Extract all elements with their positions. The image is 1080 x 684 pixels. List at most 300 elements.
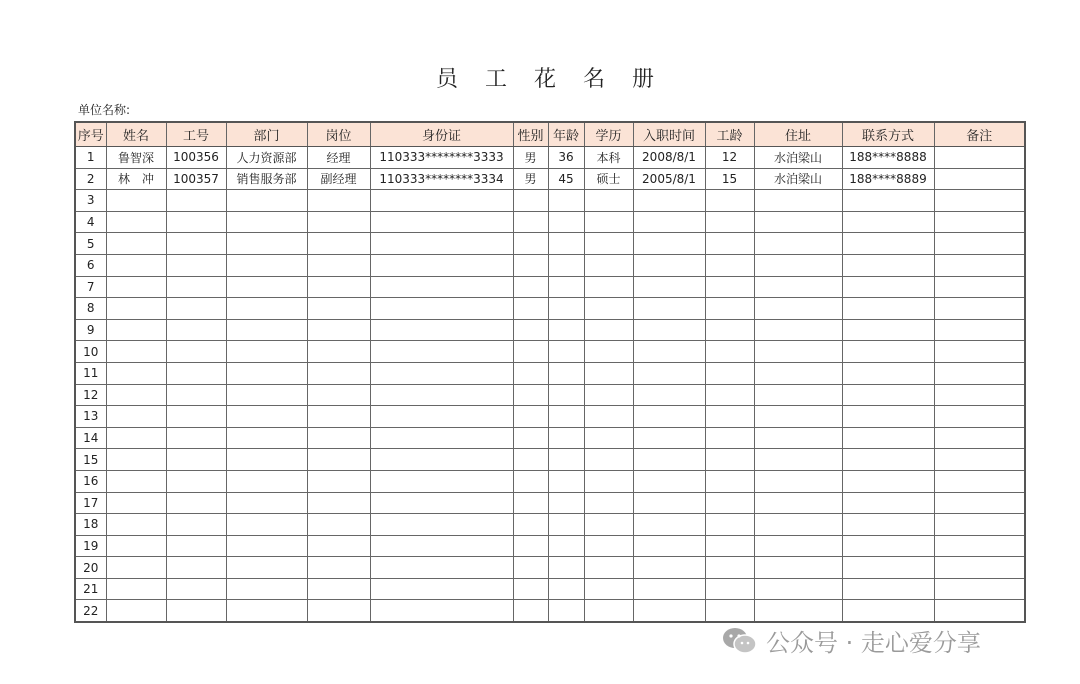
table-cell[interactable] [934, 514, 1025, 536]
table-cell[interactable] [633, 362, 705, 384]
table-cell[interactable] [307, 384, 370, 406]
table-cell[interactable] [705, 211, 754, 233]
table-cell[interactable] [584, 319, 633, 341]
table-cell[interactable] [513, 362, 548, 384]
table-cell[interactable] [754, 535, 842, 557]
table-cell[interactable] [633, 557, 705, 579]
row-index-cell[interactable]: 15 [75, 449, 106, 471]
table-cell[interactable] [106, 233, 166, 255]
table-cell[interactable] [106, 362, 166, 384]
table-cell[interactable] [307, 578, 370, 600]
table-cell[interactable] [166, 362, 226, 384]
table-cell[interactable] [705, 298, 754, 320]
row-index-cell[interactable]: 21 [75, 578, 106, 600]
row-index-cell[interactable]: 6 [75, 254, 106, 276]
table-cell[interactable] [307, 514, 370, 536]
table-cell[interactable] [307, 362, 370, 384]
table-cell[interactable] [934, 578, 1025, 600]
table-cell[interactable] [513, 254, 548, 276]
table-cell[interactable]: 男 [513, 168, 548, 190]
table-cell[interactable] [513, 298, 548, 320]
table-cell[interactable] [513, 449, 548, 471]
table-cell[interactable] [106, 514, 166, 536]
table-cell[interactable] [842, 341, 934, 363]
table-cell[interactable]: 15 [705, 168, 754, 190]
row-index-cell[interactable]: 3 [75, 190, 106, 212]
table-cell[interactable] [166, 449, 226, 471]
table-cell[interactable] [705, 600, 754, 622]
table-cell[interactable] [106, 276, 166, 298]
table-cell[interactable] [513, 384, 548, 406]
table-cell[interactable] [754, 600, 842, 622]
table-cell[interactable] [633, 319, 705, 341]
row-index-cell[interactable]: 5 [75, 233, 106, 255]
table-cell[interactable] [934, 427, 1025, 449]
table-cell[interactable] [166, 254, 226, 276]
table-cell[interactable] [106, 535, 166, 557]
table-cell[interactable] [513, 276, 548, 298]
table-cell[interactable] [307, 254, 370, 276]
table-cell[interactable] [934, 492, 1025, 514]
row-index-cell[interactable]: 20 [75, 557, 106, 579]
row-index-cell[interactable]: 10 [75, 341, 106, 363]
table-cell[interactable] [584, 254, 633, 276]
table-cell[interactable] [548, 254, 584, 276]
table-cell[interactable] [842, 427, 934, 449]
table-cell[interactable] [370, 535, 513, 557]
table-cell[interactable] [705, 341, 754, 363]
table-cell[interactable] [754, 298, 842, 320]
table-cell[interactable] [166, 384, 226, 406]
table-cell[interactable]: 188****8889 [842, 168, 934, 190]
table-cell[interactable]: 100357 [166, 168, 226, 190]
table-cell[interactable] [754, 341, 842, 363]
table-cell[interactable]: 12 [705, 147, 754, 169]
table-cell[interactable] [754, 276, 842, 298]
table-cell[interactable] [705, 406, 754, 428]
table-cell[interactable] [548, 557, 584, 579]
table-cell[interactable] [370, 557, 513, 579]
row-index-cell[interactable]: 13 [75, 406, 106, 428]
table-cell[interactable] [705, 362, 754, 384]
table-cell[interactable] [548, 276, 584, 298]
table-cell[interactable] [584, 427, 633, 449]
table-cell[interactable] [370, 578, 513, 600]
table-cell[interactable] [166, 341, 226, 363]
table-cell[interactable] [633, 535, 705, 557]
table-cell[interactable] [754, 492, 842, 514]
table-cell[interactable] [584, 211, 633, 233]
table-cell[interactable] [584, 298, 633, 320]
table-cell[interactable] [106, 254, 166, 276]
table-cell[interactable] [842, 514, 934, 536]
table-cell[interactable] [705, 535, 754, 557]
row-index-cell[interactable]: 14 [75, 427, 106, 449]
table-cell[interactable] [166, 427, 226, 449]
table-cell[interactable] [842, 600, 934, 622]
table-cell[interactable] [934, 168, 1025, 190]
table-cell[interactable] [307, 211, 370, 233]
table-cell[interactable] [934, 233, 1025, 255]
table-cell[interactable] [166, 557, 226, 579]
table-cell[interactable] [633, 470, 705, 492]
table-cell[interactable] [633, 449, 705, 471]
table-cell[interactable] [633, 233, 705, 255]
table-cell[interactable] [307, 449, 370, 471]
table-cell[interactable] [370, 298, 513, 320]
table-cell[interactable] [307, 535, 370, 557]
table-cell[interactable] [633, 427, 705, 449]
table-cell[interactable] [934, 211, 1025, 233]
table-cell[interactable] [307, 406, 370, 428]
table-cell[interactable] [584, 276, 633, 298]
table-cell[interactable] [226, 535, 307, 557]
table-cell[interactable] [370, 470, 513, 492]
table-cell[interactable] [106, 406, 166, 428]
table-cell[interactable]: 188****8888 [842, 147, 934, 169]
table-cell[interactable] [226, 319, 307, 341]
table-cell[interactable] [934, 557, 1025, 579]
table-cell[interactable] [754, 362, 842, 384]
table-cell[interactable] [166, 492, 226, 514]
table-cell[interactable] [307, 233, 370, 255]
table-cell[interactable] [226, 254, 307, 276]
table-cell[interactable] [370, 190, 513, 212]
table-cell[interactable] [106, 427, 166, 449]
table-cell[interactable]: 水泊梁山 [754, 147, 842, 169]
table-cell[interactable] [106, 492, 166, 514]
table-cell[interactable] [166, 276, 226, 298]
table-cell[interactable] [842, 254, 934, 276]
table-cell[interactable] [548, 190, 584, 212]
table-cell[interactable] [513, 492, 548, 514]
table-cell[interactable] [106, 578, 166, 600]
table-cell[interactable] [584, 449, 633, 471]
row-index-cell[interactable]: 11 [75, 362, 106, 384]
table-cell[interactable] [934, 254, 1025, 276]
table-cell[interactable] [226, 557, 307, 579]
table-cell[interactable]: 110333********3333 [370, 147, 513, 169]
table-cell[interactable] [584, 492, 633, 514]
table-cell[interactable] [842, 492, 934, 514]
table-cell[interactable] [705, 470, 754, 492]
table-cell[interactable] [106, 449, 166, 471]
table-cell[interactable] [226, 341, 307, 363]
table-cell[interactable] [548, 341, 584, 363]
table-cell[interactable] [548, 535, 584, 557]
table-cell[interactable]: 110333********3334 [370, 168, 513, 190]
row-index-cell[interactable]: 2 [75, 168, 106, 190]
table-cell[interactable] [842, 384, 934, 406]
table-cell[interactable] [842, 319, 934, 341]
table-cell[interactable]: 本科 [584, 147, 633, 169]
table-cell[interactable] [226, 211, 307, 233]
table-cell[interactable] [226, 384, 307, 406]
table-cell[interactable] [166, 233, 226, 255]
table-cell[interactable] [226, 449, 307, 471]
table-cell[interactable] [513, 514, 548, 536]
table-cell[interactable] [513, 319, 548, 341]
table-cell[interactable] [633, 600, 705, 622]
table-cell[interactable] [226, 470, 307, 492]
table-cell[interactable] [754, 319, 842, 341]
table-cell[interactable] [226, 406, 307, 428]
table-cell[interactable] [934, 298, 1025, 320]
table-cell[interactable] [705, 557, 754, 579]
table-cell[interactable] [842, 298, 934, 320]
table-cell[interactable] [705, 578, 754, 600]
table-cell[interactable] [166, 298, 226, 320]
table-cell[interactable] [226, 600, 307, 622]
table-cell[interactable] [842, 578, 934, 600]
table-cell[interactable] [370, 341, 513, 363]
table-cell[interactable] [370, 427, 513, 449]
table-cell[interactable] [513, 406, 548, 428]
table-cell[interactable] [548, 211, 584, 233]
table-cell[interactable] [754, 406, 842, 428]
table-cell[interactable] [548, 578, 584, 600]
row-index-cell[interactable]: 17 [75, 492, 106, 514]
table-cell[interactable] [513, 427, 548, 449]
table-cell[interactable] [513, 578, 548, 600]
table-cell[interactable] [226, 362, 307, 384]
table-cell[interactable] [548, 514, 584, 536]
table-cell[interactable] [584, 362, 633, 384]
table-cell[interactable] [307, 600, 370, 622]
table-cell[interactable] [754, 470, 842, 492]
table-cell[interactable] [633, 276, 705, 298]
row-index-cell[interactable]: 1 [75, 147, 106, 169]
table-cell[interactable] [584, 233, 633, 255]
table-cell[interactable] [106, 211, 166, 233]
table-cell[interactable] [934, 362, 1025, 384]
table-cell[interactable]: 100356 [166, 147, 226, 169]
table-cell[interactable] [548, 362, 584, 384]
table-cell[interactable]: 水泊梁山 [754, 168, 842, 190]
table-cell[interactable] [513, 557, 548, 579]
table-cell[interactable]: 副经理 [307, 168, 370, 190]
table-cell[interactable] [633, 190, 705, 212]
row-index-cell[interactable]: 8 [75, 298, 106, 320]
table-cell[interactable] [370, 384, 513, 406]
table-cell[interactable] [548, 233, 584, 255]
table-cell[interactable] [633, 384, 705, 406]
table-cell[interactable] [106, 341, 166, 363]
table-cell[interactable] [934, 190, 1025, 212]
row-index-cell[interactable]: 16 [75, 470, 106, 492]
table-cell[interactable] [307, 276, 370, 298]
row-index-cell[interactable]: 7 [75, 276, 106, 298]
table-cell[interactable] [106, 384, 166, 406]
table-cell[interactable] [842, 470, 934, 492]
table-cell[interactable] [705, 427, 754, 449]
table-cell[interactable] [307, 427, 370, 449]
table-cell[interactable] [754, 514, 842, 536]
table-cell[interactable] [934, 406, 1025, 428]
table-cell[interactable] [513, 341, 548, 363]
table-cell[interactable] [370, 406, 513, 428]
table-cell[interactable] [370, 600, 513, 622]
table-cell[interactable] [370, 276, 513, 298]
table-cell[interactable]: 经理 [307, 147, 370, 169]
row-index-cell[interactable]: 22 [75, 600, 106, 622]
table-cell[interactable] [513, 600, 548, 622]
table-cell[interactable] [307, 341, 370, 363]
table-cell[interactable] [548, 600, 584, 622]
table-cell[interactable] [307, 557, 370, 579]
table-cell[interactable] [705, 276, 754, 298]
table-cell[interactable] [166, 211, 226, 233]
table-cell[interactable] [226, 492, 307, 514]
table-cell[interactable] [754, 449, 842, 471]
table-cell[interactable] [842, 233, 934, 255]
table-cell[interactable] [705, 492, 754, 514]
table-cell[interactable] [370, 233, 513, 255]
table-cell[interactable] [754, 384, 842, 406]
table-cell[interactable] [166, 190, 226, 212]
table-cell[interactable] [584, 600, 633, 622]
table-cell[interactable] [226, 233, 307, 255]
table-cell[interactable] [548, 492, 584, 514]
table-cell[interactable] [106, 557, 166, 579]
table-cell[interactable] [226, 514, 307, 536]
table-cell[interactable] [584, 557, 633, 579]
table-cell[interactable] [633, 211, 705, 233]
table-cell[interactable] [166, 600, 226, 622]
table-cell[interactable]: 36 [548, 147, 584, 169]
table-cell[interactable] [166, 406, 226, 428]
table-cell[interactable] [633, 254, 705, 276]
table-cell[interactable] [934, 319, 1025, 341]
table-cell[interactable]: 销售服务部 [226, 168, 307, 190]
table-cell[interactable] [705, 233, 754, 255]
table-cell[interactable] [705, 514, 754, 536]
table-cell[interactable] [513, 470, 548, 492]
table-cell[interactable] [106, 190, 166, 212]
table-cell[interactable] [106, 600, 166, 622]
table-cell[interactable] [548, 427, 584, 449]
row-index-cell[interactable]: 19 [75, 535, 106, 557]
table-cell[interactable] [633, 514, 705, 536]
table-cell[interactable] [166, 470, 226, 492]
table-cell[interactable] [754, 190, 842, 212]
table-cell[interactable]: 2005/8/1 [633, 168, 705, 190]
table-cell[interactable]: 硕士 [584, 168, 633, 190]
table-cell[interactable] [754, 233, 842, 255]
table-cell[interactable] [754, 211, 842, 233]
table-cell[interactable] [226, 427, 307, 449]
table-cell[interactable] [106, 319, 166, 341]
table-cell[interactable] [633, 578, 705, 600]
table-cell[interactable] [754, 427, 842, 449]
table-cell[interactable] [307, 190, 370, 212]
table-cell[interactable] [633, 341, 705, 363]
table-cell[interactable] [166, 319, 226, 341]
table-cell[interactable] [370, 319, 513, 341]
table-cell[interactable] [584, 341, 633, 363]
table-cell[interactable] [370, 449, 513, 471]
row-index-cell[interactable]: 9 [75, 319, 106, 341]
table-cell[interactable] [754, 254, 842, 276]
table-cell[interactable] [370, 362, 513, 384]
table-cell[interactable] [842, 276, 934, 298]
table-cell[interactable] [548, 449, 584, 471]
table-cell[interactable] [705, 384, 754, 406]
table-cell[interactable] [166, 578, 226, 600]
table-cell[interactable] [166, 535, 226, 557]
table-cell[interactable] [934, 384, 1025, 406]
table-cell[interactable]: 鲁智深 [106, 147, 166, 169]
table-cell[interactable] [934, 470, 1025, 492]
table-cell[interactable] [584, 190, 633, 212]
table-cell[interactable] [548, 470, 584, 492]
table-cell[interactable] [934, 276, 1025, 298]
table-cell[interactable] [370, 492, 513, 514]
table-cell[interactable] [307, 470, 370, 492]
table-cell[interactable] [934, 147, 1025, 169]
table-cell[interactable] [633, 298, 705, 320]
table-cell[interactable] [166, 514, 226, 536]
table-cell[interactable] [226, 298, 307, 320]
table-cell[interactable] [370, 211, 513, 233]
table-cell[interactable] [513, 535, 548, 557]
table-cell[interactable] [842, 362, 934, 384]
table-cell[interactable] [584, 535, 633, 557]
row-index-cell[interactable]: 12 [75, 384, 106, 406]
table-cell[interactable] [584, 470, 633, 492]
table-cell[interactable] [934, 341, 1025, 363]
table-cell[interactable] [934, 449, 1025, 471]
table-cell[interactable] [584, 578, 633, 600]
table-cell[interactable] [754, 578, 842, 600]
table-cell[interactable] [307, 298, 370, 320]
table-cell[interactable]: 男 [513, 147, 548, 169]
table-cell[interactable] [307, 492, 370, 514]
row-index-cell[interactable]: 4 [75, 211, 106, 233]
table-cell[interactable] [633, 492, 705, 514]
table-cell[interactable]: 2008/8/1 [633, 147, 705, 169]
table-cell[interactable] [226, 276, 307, 298]
table-cell[interactable] [548, 298, 584, 320]
table-cell[interactable] [584, 406, 633, 428]
table-cell[interactable] [842, 190, 934, 212]
table-cell[interactable] [842, 557, 934, 579]
table-cell[interactable] [842, 406, 934, 428]
table-cell[interactable] [513, 233, 548, 255]
table-cell[interactable] [934, 600, 1025, 622]
table-cell[interactable] [370, 514, 513, 536]
table-cell[interactable] [513, 190, 548, 212]
table-cell[interactable] [705, 190, 754, 212]
table-cell[interactable]: 人力资源部 [226, 147, 307, 169]
row-index-cell[interactable]: 18 [75, 514, 106, 536]
table-cell[interactable]: 林 冲 [106, 168, 166, 190]
table-cell[interactable] [633, 406, 705, 428]
table-cell[interactable] [705, 449, 754, 471]
table-cell[interactable] [106, 470, 166, 492]
table-cell[interactable] [705, 254, 754, 276]
table-cell[interactable] [370, 254, 513, 276]
table-cell[interactable] [307, 319, 370, 341]
table-cell[interactable] [842, 535, 934, 557]
table-cell[interactable] [934, 535, 1025, 557]
table-cell[interactable] [548, 406, 584, 428]
table-cell[interactable] [106, 298, 166, 320]
table-cell[interactable] [548, 319, 584, 341]
table-cell[interactable] [513, 211, 548, 233]
table-cell[interactable] [754, 557, 842, 579]
table-cell[interactable]: 45 [548, 168, 584, 190]
